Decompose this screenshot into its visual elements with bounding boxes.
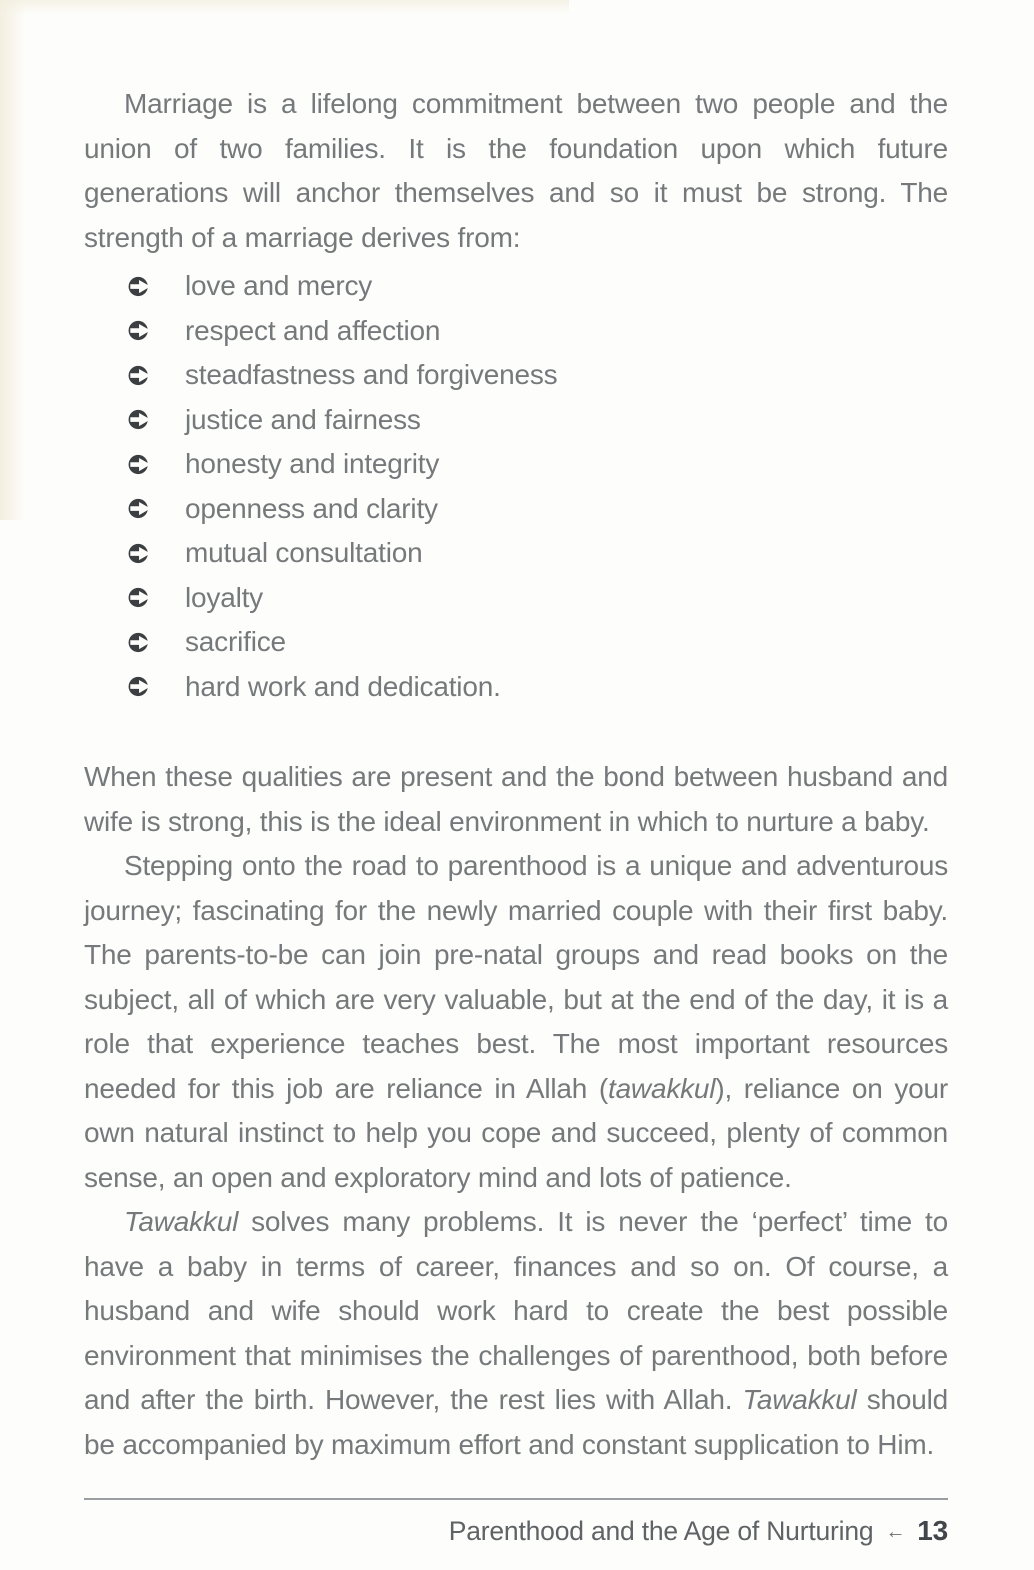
list-item-label: justice and fairness — [185, 403, 421, 435]
list-item-label: openness and clarity — [185, 492, 438, 524]
circle-arrow-bullet-icon — [128, 587, 151, 608]
quality-list-item — [84, 665, 948, 710]
quality-list-item — [84, 531, 948, 576]
circle-arrow-bullet-icon — [128, 276, 151, 297]
italic-term: Tawakkul — [124, 1206, 239, 1237]
quality-list-item — [84, 620, 948, 665]
footer-chapter-title: Parenthood and the Age of Nurturing — [448, 1516, 874, 1546]
page-body — [84, 82, 948, 1467]
circle-arrow-bullet-icon — [128, 676, 151, 697]
list-item-label: love and mercy — [185, 270, 373, 302]
list-item-label: steadfastness and forgiveness — [185, 359, 558, 391]
circle-arrow-bullet-icon — [128, 632, 151, 653]
text-run: Marriage is a lifelong commitment between two people and the union of two families. It is the foundation upon which future generations will anchor themselves and so it must be strong. The strength of a marriage derives from: — [84, 88, 948, 253]
circle-arrow-bullet-icon — [128, 320, 151, 341]
marriage-qualities-list — [84, 264, 948, 709]
footer-row — [84, 1500, 948, 1547]
circle-arrow-bullet-icon — [128, 454, 151, 475]
paragraph-tawakkul — [84, 1200, 948, 1467]
quality-list-item — [84, 353, 948, 398]
list-item-label: loyalty — [185, 581, 263, 613]
text-run: solves many problems. It is never the ‘perfect’ time to have a baby in terms of career, finances and so on. Of course, a husband and wife should work hard to create the best possible environment that minimises the challenges of parenthood, both before and after the birth. However, the rest lies with Allah. — [84, 1206, 948, 1415]
list-item-label: sacrifice — [185, 626, 286, 658]
page-number: 13 — [917, 1515, 948, 1546]
quality-list-item — [84, 309, 948, 354]
paragraph-marriage — [84, 82, 948, 260]
quality-list-item — [84, 398, 948, 443]
quality-list-item — [84, 576, 948, 621]
italic-term: Tawakkul — [742, 1384, 857, 1415]
text-run: Stepping onto the road to parenthood is a unique and adventurous journey; fascinating for the newly married couple with their first baby. The parents-to-be can join pre-natal groups and read books on the subject, all of which are very valuable, but at the end of the day, it is a role that experience teaches best. The most important resources needed for this job are reliance in Allah ( — [84, 850, 948, 1104]
text-run: ), reliance on your own natural instinct to help you cope and succeed, plenty of common sense, an open and exploratory mind and lots of patience. — [84, 1072, 948, 1193]
list-item-label: honesty and integrity — [185, 448, 440, 480]
italic-term: tawakkul — [607, 1072, 716, 1104]
scan-edge-top — [0, 0, 569, 14]
arrow-separator-icon: ← — [885, 1521, 906, 1543]
page-footer — [84, 1498, 948, 1547]
text-run: should be accompanied by maximum effort and constant supplication to Him. — [84, 1384, 949, 1460]
scan-edge-left — [0, 0, 26, 520]
list-item-label: respect and affection — [185, 314, 441, 346]
text-run: When these qualities are present and the bond between husband and wife is strong, this is the ideal environment in which to nurture a baby. — [84, 761, 948, 837]
paragraph-qualities-summary — [84, 755, 948, 844]
list-item-label: mutual consultation — [185, 537, 423, 569]
circle-arrow-bullet-icon — [128, 365, 151, 386]
paragraph-parenthood-journey — [84, 844, 948, 1200]
quality-list-item — [84, 264, 948, 309]
circle-arrow-bullet-icon — [128, 498, 151, 519]
quality-list-item — [84, 442, 948, 487]
circle-arrow-bullet-icon — [128, 543, 151, 564]
list-item-label: hard work and dedication. — [185, 670, 501, 702]
circle-arrow-bullet-icon — [128, 409, 151, 430]
quality-list-item — [84, 487, 948, 532]
